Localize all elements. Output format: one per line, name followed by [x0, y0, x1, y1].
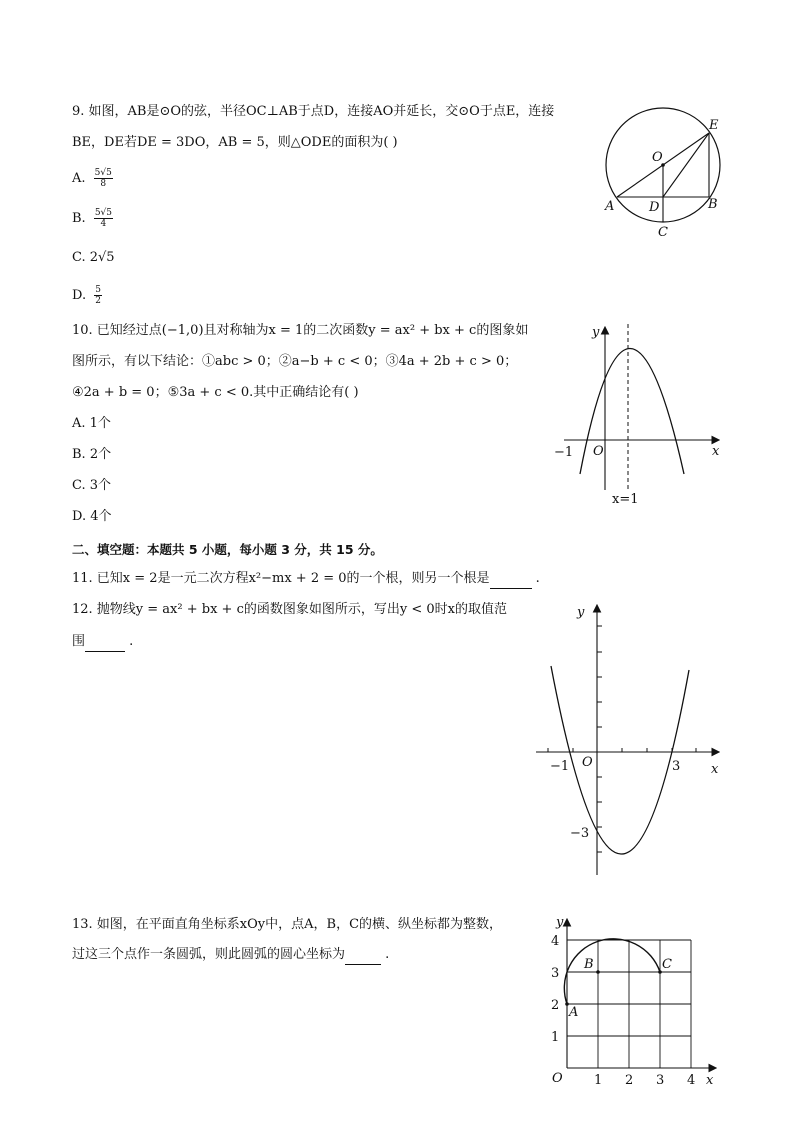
- q13-line1: 13. 如图，在平面直角坐标系xOy中，点A，B，C的横、纵坐标都为整数，: [72, 917, 503, 932]
- q12-origin-label: O: [582, 755, 593, 770]
- q13-line2: [72, 946, 389, 965]
- q12-line1: 12. 抛物线y = ax² + bx + c的函数图象如图所示，写出y < 0时x的取值范: [72, 602, 507, 617]
- q13-ytick-2: 2: [551, 998, 560, 1013]
- q11-text: 11. 已知x = 2是一元二次方程x²−mx + 2 = 0的一个根，则另一个根是: [72, 571, 490, 586]
- q9-option-a[interactable]: [72, 168, 113, 189]
- q13-axis-x-label: x: [706, 1073, 714, 1088]
- q10-option-c[interactable]: C. 3个: [72, 478, 112, 493]
- q12-minus1-label: −1: [550, 759, 570, 774]
- q9-circle-figure: [596, 100, 736, 250]
- q13-ytick-3: 3: [551, 966, 560, 981]
- q9-line1: 9. 如图，AB是⊙O的弦，半径OC⊥AB于点D，连接AO并延长，交⊙O于点E，连接: [72, 104, 555, 119]
- q13-point-a-label: A: [569, 1005, 579, 1020]
- q9-option-d-fraction: $\frac{5}{2}$: [95, 285, 101, 306]
- q10-option-b[interactable]: B. 2个: [72, 447, 112, 462]
- q12-axis-y-label: y: [577, 605, 585, 620]
- q9-label-d: D: [649, 200, 660, 215]
- q9-label-o: O: [652, 150, 663, 165]
- q13-xtick-3: 3: [656, 1073, 665, 1088]
- q13-point-b-label: B: [584, 957, 594, 972]
- q11-answer-blank[interactable]: [490, 570, 532, 589]
- q13-axis-y-label: y: [556, 915, 564, 930]
- q10-line3: ④2a + b = 0；⑤3a + c < 0.其中正确结论有( ): [72, 385, 359, 400]
- q11-period: .: [535, 571, 540, 586]
- q9-option-b-label: B.: [72, 211, 86, 226]
- q9-option-a-fraction: $\frac{5√5}{8}$: [94, 168, 112, 189]
- q9-label-e: E: [709, 118, 719, 133]
- q9-option-b-fraction: $\frac{5√5}{4}$: [94, 208, 113, 229]
- q9-label-a: A: [605, 199, 615, 214]
- section-2-heading: 二、填空题：本题共 5 小题，每小题 3 分，共 15 分。: [72, 542, 383, 557]
- q10-symmetry-label: x=1: [612, 492, 639, 507]
- q9-option-d[interactable]: [72, 285, 102, 306]
- q13-xtick-2: 2: [625, 1073, 634, 1088]
- q10-option-d[interactable]: D. 4个: [72, 509, 112, 524]
- q10-minus1-label: −1: [554, 445, 574, 460]
- q9-option-c[interactable]: C. 2√5: [72, 250, 115, 265]
- q13-answer-blank[interactable]: [345, 946, 381, 965]
- q9-option-a-label: A.: [72, 171, 86, 186]
- q13-ytick-4: 4: [551, 934, 560, 949]
- q10-line2: 图所示，有以下结论：①abc > 0；②a−b + c < 0；③4a + 2b + c > 0；: [72, 354, 518, 369]
- q9-label-b: B: [708, 197, 718, 212]
- q10-origin-label: O: [593, 444, 604, 459]
- q12-axis-x-label: x: [711, 762, 719, 777]
- q12-minus3-label: −3: [570, 826, 590, 841]
- q12-parabola-figure: [530, 600, 730, 880]
- q13-line2-text: 过这三个点作一条圆弧，则此圆弧的圆心坐标为: [72, 947, 346, 962]
- q13-period: .: [385, 947, 390, 962]
- q10-option-a[interactable]: A. 1个: [72, 416, 111, 431]
- q12-line2-text: 围: [72, 634, 86, 649]
- q13-xtick-1: 1: [594, 1073, 603, 1088]
- q12-period: .: [129, 634, 134, 649]
- q13-ytick-1: 1: [551, 1030, 560, 1045]
- q13-xtick-4: 4: [687, 1073, 696, 1088]
- q11-question: [72, 570, 540, 589]
- q9-label-c: C: [658, 225, 668, 240]
- q13-origin-label: O: [552, 1071, 563, 1086]
- q10-axis-y-label: y: [592, 325, 600, 340]
- q12-answer-blank[interactable]: [85, 633, 125, 652]
- q10-axis-x-label: x: [712, 444, 720, 459]
- q13-grid-figure: [540, 912, 730, 1092]
- q9-option-b[interactable]: [72, 208, 113, 229]
- q13-point-c-label: C: [662, 957, 672, 972]
- q12-line2: [72, 633, 133, 652]
- q10-parabola-figure: [550, 318, 730, 513]
- q9-option-d-label: D.: [72, 288, 87, 303]
- q9-line2: BE，DE若DE = 3DO，AB = 5，则△ODE的面积为( ): [72, 135, 398, 150]
- q10-line1: 10. 已知经过点(−1,0)且对称轴为x = 1的二次函数y = ax² + bx + c的图象如: [72, 323, 529, 338]
- q12-three-label: 3: [672, 759, 681, 774]
